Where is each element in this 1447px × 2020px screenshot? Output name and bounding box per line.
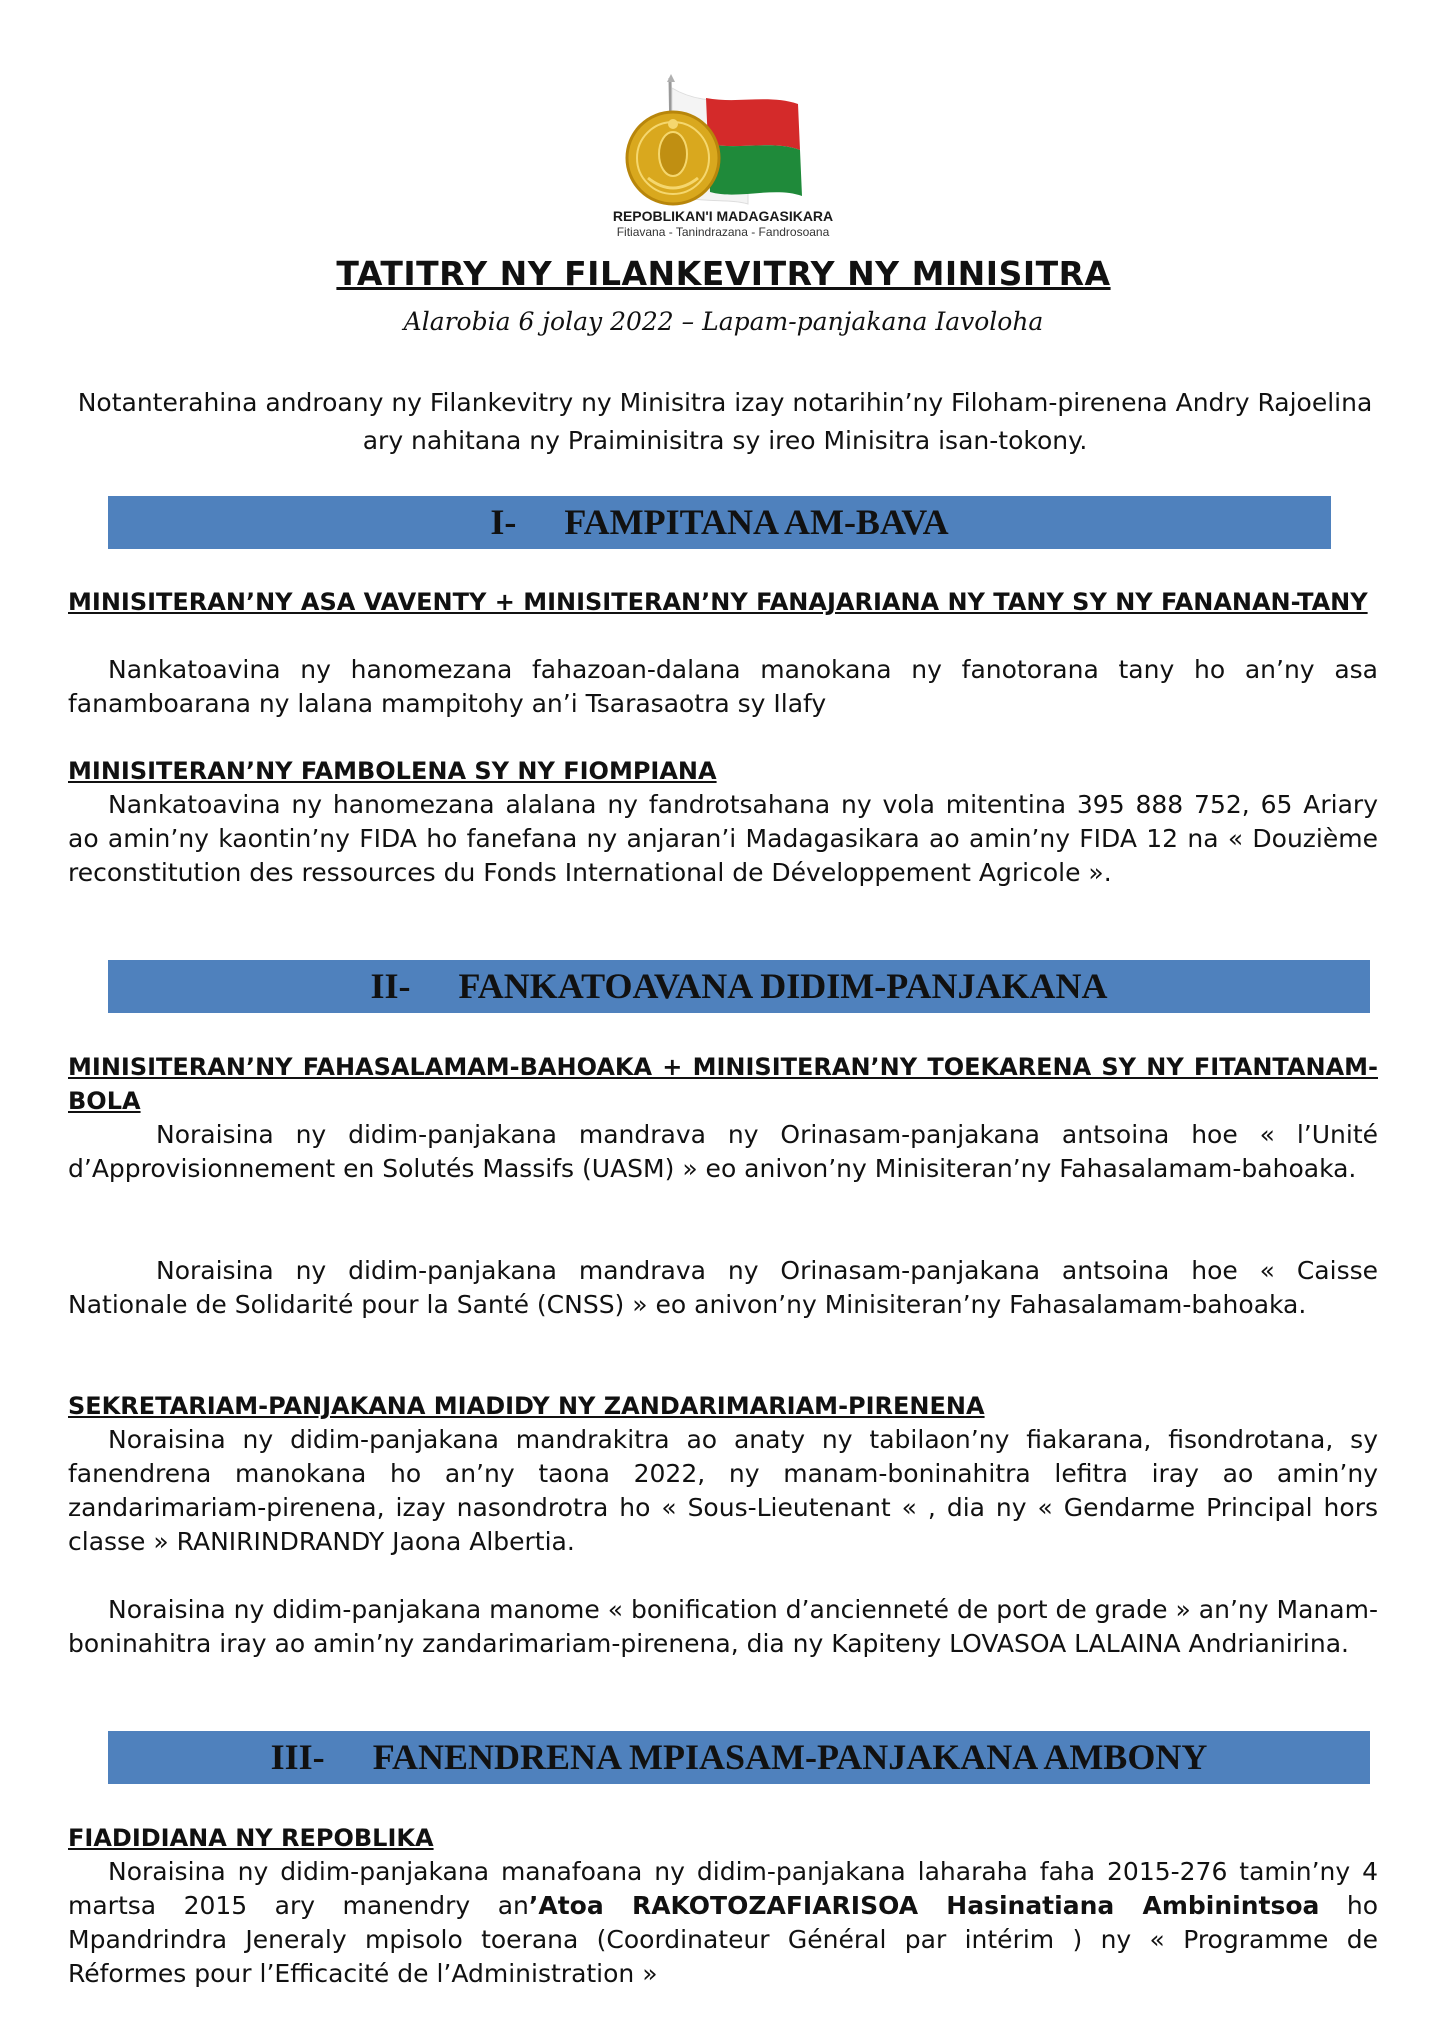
appointee-name: ’Atoa RAKOTOZAFIARISOA Hasinatiana Ambinintsoa [528,1891,1320,1920]
section-1-heading-1: MINISITERAN’NY ASA VAVENTY + MINISITERAN’NY FANAJARIANA NY TANY SY NY FANANAN-TANY [68,588,1368,616]
emblem-name: REPOBLIKAN'I MADAGASIKARA [612,208,834,224]
section-2-paragraph-2: Noraisina ny didim-panjakana mandrava ny Orinasam-panjakana antsoina hoe « Caisse Nationale de Solidarité pour la Santé (CNSS) » eo anivon’ny Minisiteran’ny Fahasalamam-bahoaka. [68,1256,1378,1319]
section-3-band [108,1731,1370,1784]
section-1-title: FAMPITANA AM-BAVA [564,502,949,542]
intro-paragraph: Notanterahina androany ny Filankevitry ny Minisitra izay notarihin’ny Filoham-pirenena Andry Rajoelina ary nahitana ny Praiminisitra sy ireo Minisitra isan-tokony. [77,388,1373,455]
section-2-title: FANKATOAVANA DIDIM-PANJAKANA [458,966,1108,1006]
section-2-paragraph-1: Noraisina ny didim-panjakana mandrava ny Orinasam-panjakana antsoina hoe « l’Unité d’Approvisionnement en Solutés Massifs (UASM) » eo anivon’ny Minisiteran’ny Fahasalamam-bahoaka. [68,1120,1378,1183]
section-3-paragraph-1-part-c: ho Mpandrindra Jeneraly mpisolo toerana (Coordinateur Général par intérim ) ny « Programme de Réformes pour l’Efficacité de l’Administration » [68,1891,1379,1988]
section-2-number: II- [370,966,411,1006]
section-2-heading-1: MINISITERAN’NY FAHASALAMAM-BAHOAKA + MINISITERAN’NY TOEKARENA SY NY FITANTANAM-BOLA [68,1053,1378,1115]
emblem-motto: Fitiavana - Tanindrazana - Fandrosoana [616,225,830,239]
section-3-paragraph-1 [68,1855,1378,1991]
section-1-paragraph-2: Nankatoavina ny hanomezana alalana ny fandrotsahana ny vola mitentina 395 888 752, 65 Ariary ao amin’ny kaontin’ny FIDA ho fanefana ny anjaran’i Madagasikara ao amin’ny FIDA 12 na « Douzième reconstitution des ressources du Fonds International de Développement Agricole ». [68,790,1378,887]
republic-emblem [588,74,858,244]
section-1-heading-2: MINISITERAN’NY FAMBOLENA SY NY FIOMPIANA [68,757,717,785]
seal-and-flag-icon [588,74,858,214]
section-1-band [108,496,1331,549]
section-1-paragraph-1: Nankatoavina ny hanomezana fahazoan-dalana manokana ny fanotorana tany ho an’ny asa fanamboarana ny lalana mampitohy an’i Tsarasaotra sy Ilafy [68,655,1378,718]
section-3-number: III- [270,1737,325,1777]
section-2-paragraph-4: Noraisina ny didim-panjakana manome « bonification d’ancienneté de port de grade » an’ny Manam-boninahitra iray ao amin’ny zandarimariam-pirenena, dia ny Kapiteny LOVASOA LALAINA Andrianirina. [68,1595,1378,1658]
section-1-number: I- [490,502,517,542]
document-title: TATITRY NY FILANKEVITRY NY MINISITRA [336,254,1111,293]
section-2-paragraph-3: Noraisina ny didim-panjakana mandrakitra ao anaty ny tabilaon’ny fiakarana, fisondrotana, sy fanendrena manokana ho an’ny taona 2022, ny manam-boninahitra lefitra iray ao amin’ny zandarimariam-pirenena, izay nasondrotra ho « Sous-Lieutenant « , dia ny « Gendarme Principal hors classe » RANIRINDRANDY Jaona Albertia. [68,1425,1378,1556]
section-2-heading-2: SEKRETARIAM-PANJAKANA MIADIDY NY ZANDARIMARIAM-PIRENENA [68,1392,985,1420]
section-3-heading-1: FIADIDIANA NY REPOBLIKA [68,1824,434,1852]
section-3-title: FANENDRENA MPIASAM-PANJAKANA AMBONY [372,1737,1208,1777]
document-date-place: Alarobia 6 jolay 2022 – Lapam-panjakana Iavoloha [403,307,1044,336]
section-3-paragraph-1-part-a: Noraisina ny didim-panjakana manafoana ny didim-panjakana laharaha faha 2015-276 tamin’ny 4 martsa 2015 ary manendry an [68,1857,1378,1920]
section-2-band [108,960,1370,1013]
